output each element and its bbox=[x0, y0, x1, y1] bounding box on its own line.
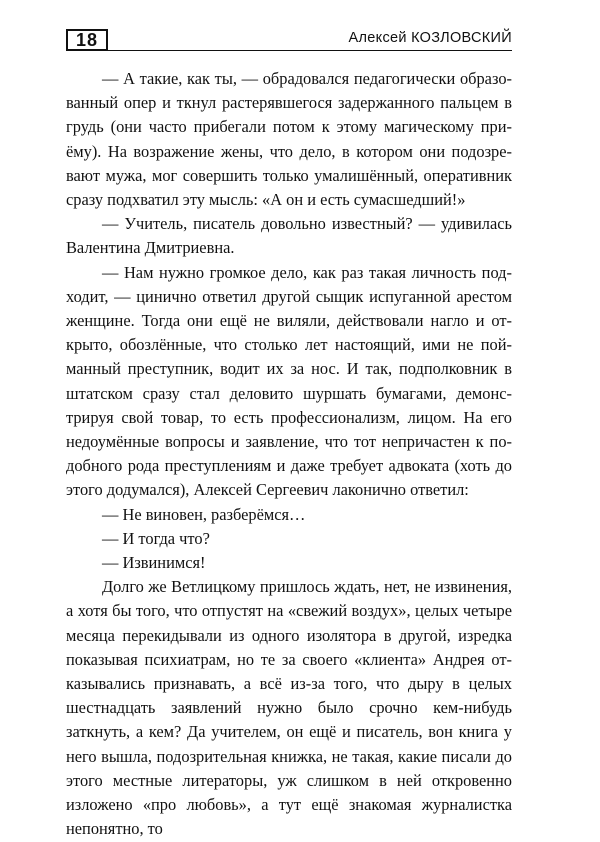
paragraph: — Не виновен, разберёмся… bbox=[102, 504, 306, 524]
running-head-author: Алексей КОЗЛОВСКИЙ bbox=[348, 30, 512, 46]
paragraph: — Учитель, писатель довольно известный? — удивилась Валентина Дмитриевна. bbox=[66, 214, 512, 258]
paragraph: — А такие, как ты, — обрадовался педагогически образованный опер и ткнул растерявшегося задержанного пальцем в грудь (они часто прибегали потом к этому магическому приёму). На возражение жены, что дело, в котором они подозревают мужа, мог совершить только умалишённый, оперативник сразу подхватил эту мысль: «А он и есть сумасшедший!» bbox=[66, 69, 512, 210]
header-rule bbox=[108, 50, 512, 51]
paragraph: — Нам нужно громкое дело, как раз такая личность подходит, — цинично ответил другой сыщик испуганной арестом женщине. Тогда они ещё не виляли, действовали нагло и открыто, обозлённые, что столько лет настоящий, ими не пойманный преступник, водит их за нос. И так, подполковник в штатском сразу стал деловито шуршать бумагами, демонстрируя свой товар, то есть профессионализм, лицом. На его недоумённые вопросы и заявление, что тот непричастен к подобного рода преступлениям и даже требует адвоката (хоть до этого додумался), Алексей Сергеевич лаконично ответил: bbox=[66, 262, 512, 500]
paragraph: — Извинимся! bbox=[102, 553, 206, 573]
page-header bbox=[66, 29, 512, 53]
paragraph: — И тогда что? bbox=[102, 528, 210, 548]
body-text bbox=[66, 67, 512, 842]
paragraph: Долго же Ветлицкому пришлось ждать, нет, не извинения, а хотя бы того, что отпустят на «свежий воздух», целых четыре месяца перекидывали из одного изолятора в другой, изредка показывая психиатрам, но те за своего «клиента» Андрея отказывались признавать, а всё из-за того, что дыру в целых шестнадцать заявлений нужно было срочно кем-нибудь заткнуть, а кем? Да учителем, он ещё и писатель, вон книга у него вышла, подозрительная книжка, не такая, какие писали до этого местные литераторы, уж слишком в ней откровенно изложено «про любовь», а тут ещё знакомая журналистка непонятно, то bbox=[66, 577, 512, 839]
page-number: 18 bbox=[66, 29, 108, 51]
